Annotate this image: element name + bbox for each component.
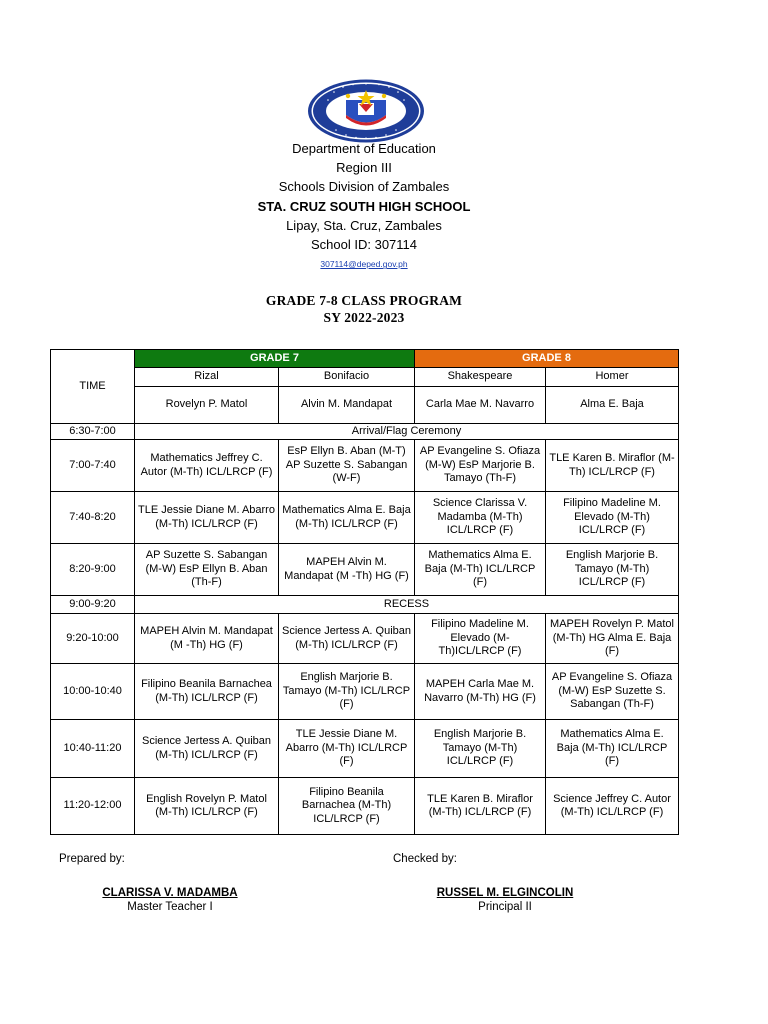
title-line-program: GRADE 7-8 CLASS PROGRAM bbox=[265, 293, 463, 308]
time-slot: 10:40-11:20 bbox=[51, 720, 135, 778]
adviser-name: Alvin M. Mandapat bbox=[279, 387, 415, 424]
schedule-cell: Filipino Beanila Barnachea (M-Th) ICL/LRCP (F) bbox=[279, 778, 415, 835]
schedule-cell: TLE Jessie Diane M. Abarro (M-Th) ICL/LRCP (F) bbox=[279, 720, 415, 778]
schedule-cell: English Marjorie B. Tamayo (M-Th) ICL/LRCP (F) bbox=[546, 544, 679, 596]
table-row bbox=[51, 720, 679, 778]
time-slot: 11:20-12:00 bbox=[51, 778, 135, 835]
time-slot: 7:00-7:40 bbox=[51, 440, 135, 492]
schedule-cell: TLE Jessie Diane M. Abarro (M-Th) ICL/LRCP (F) bbox=[135, 492, 279, 544]
schedule-cell: MAPEH Rovelyn P. Matol (M-Th) HG Alma E. Baja (F) bbox=[546, 614, 679, 664]
schedule-cell: English Rovelyn P. Matol (M-Th) ICL/LRCP (F) bbox=[135, 778, 279, 835]
checker-title: Principal II bbox=[478, 901, 532, 913]
checker-signature-block bbox=[395, 886, 615, 914]
schedule-cell: English Marjorie B. Tamayo (M-Th) ICL/LRCP (F) bbox=[279, 664, 415, 720]
schedule-cell: MAPEH Alvin M. Mandapat (M -Th) HG (F) bbox=[135, 614, 279, 664]
schedule-cell: Filipino Beanila Barnachea (M-Th) ICL/LRCP (F) bbox=[135, 664, 279, 720]
schedule-cell: Mathematics Jeffrey C. Autor (M-Th) ICL/LRCP (F) bbox=[135, 440, 279, 492]
header-line-division: Schools Division of Zambales bbox=[278, 179, 450, 195]
schedule-cell: Mathematics Alma E. Baja (M-Th) ICL/LRCP (F) bbox=[546, 720, 679, 778]
document-title bbox=[0, 292, 728, 326]
checked-by-label: Checked by: bbox=[393, 853, 457, 865]
grade7-header: GRADE 7 bbox=[135, 350, 415, 368]
schedule-cell: Filipino Madeline M. Elevado (M-Th)ICL/LRCP (F) bbox=[415, 614, 546, 664]
school-id: School ID: 307114 bbox=[311, 237, 417, 253]
school-email-link[interactable]: 307114@deped.gov.ph bbox=[320, 259, 408, 270]
deped-seal-logo bbox=[306, 78, 426, 144]
table-row bbox=[51, 440, 679, 492]
school-address: Lipay, Sta. Cruz, Zambales bbox=[286, 217, 442, 233]
section-name: Homer bbox=[546, 368, 679, 387]
schedule-cell: Science Jertess A. Quiban (M-Th) ICL/LRCP (F) bbox=[279, 614, 415, 664]
time-slot: 8:20-9:00 bbox=[51, 544, 135, 596]
table-row bbox=[51, 544, 679, 596]
time-slot: 10:00-10:40 bbox=[51, 664, 135, 720]
schedule-cell: AP Evangeline S. Ofiaza (M-W) EsP Suzette S. Sabangan (Th-F) bbox=[546, 664, 679, 720]
schedule-cell: Mathematics Alma E. Baja (M-Th) ICL/LRCP (F) bbox=[279, 492, 415, 544]
schedule-cell: EsP Ellyn B. Aban (M-T) AP Suzette S. Sabangan (W-F) bbox=[279, 440, 415, 492]
schedule-cell: Science Clarissa V. Madamba (M-Th) ICL/LRCP (F) bbox=[415, 492, 546, 544]
time-header: TIME bbox=[51, 350, 135, 424]
preparer-signature-block bbox=[60, 886, 280, 914]
arrival-span-cell: Arrival/Flag Ceremony bbox=[135, 424, 679, 440]
header-line-region: Region III bbox=[336, 160, 392, 176]
table-row bbox=[51, 664, 679, 720]
section-name: Shakespeare bbox=[415, 368, 546, 387]
time-slot: 6:30-7:00 bbox=[51, 424, 135, 440]
adviser-name: Rovelyn P. Matol bbox=[135, 387, 279, 424]
preparer-name: CLARISSA V. MADAMBA bbox=[102, 887, 238, 899]
recess-span-cell: RECESS bbox=[135, 596, 679, 614]
schedule-cell: TLE Karen B. Miraflor (M-Th) ICL/LRCP (F) bbox=[415, 778, 546, 835]
table-row bbox=[51, 596, 679, 614]
schedule-cell: TLE Karen B. Miraflor (M-Th) ICL/LRCP (F) bbox=[546, 440, 679, 492]
preparer-title: Master Teacher I bbox=[127, 901, 213, 913]
time-slot: 7:40-8:20 bbox=[51, 492, 135, 544]
school-header bbox=[0, 139, 728, 272]
section-row bbox=[51, 368, 679, 387]
time-slot: 9:20-10:00 bbox=[51, 614, 135, 664]
adviser-name: Alma E. Baja bbox=[546, 387, 679, 424]
schedule-cell: AP Suzette S. Sabangan (M-W) EsP Ellyn B. Aban (Th-F) bbox=[135, 544, 279, 596]
section-name: Rizal bbox=[135, 368, 279, 387]
school-name: STA. CRUZ SOUTH HIGH SCHOOL bbox=[257, 198, 471, 214]
schedule-cell: English Marjorie B. Tamayo (M-Th) ICL/LRCP (F) bbox=[415, 720, 546, 778]
schedule-cell: Science Jertess A. Quiban (M-Th) ICL/LRCP (F) bbox=[135, 720, 279, 778]
table-header-row bbox=[51, 350, 679, 368]
schedule-cell: Filipino Madeline M. Elevado (M-Th) ICL/LRCP (F) bbox=[546, 492, 679, 544]
section-name: Bonifacio bbox=[279, 368, 415, 387]
title-line-school-year: SY 2022-2023 bbox=[323, 310, 405, 325]
schedule-cell: Science Jeffrey C. Autor (M-Th) ICL/LRCP (F) bbox=[546, 778, 679, 835]
schedule-cell: MAPEH Carla Mae M. Navarro (M-Th) HG (F) bbox=[415, 664, 546, 720]
table-row bbox=[51, 778, 679, 835]
adviser-name: Carla Mae M. Navarro bbox=[415, 387, 546, 424]
checker-name: RUSSEL M. ELGINCOLIN bbox=[436, 887, 574, 899]
adviser-row bbox=[51, 387, 679, 424]
time-slot: 9:00-9:20 bbox=[51, 596, 135, 614]
schedule-cell: AP Evangeline S. Ofiaza (M-W) EsP Marjorie B. Tamayo (Th-F) bbox=[415, 440, 546, 492]
schedule-cell: MAPEH Alvin M. Mandapat (M -Th) HG (F) bbox=[279, 544, 415, 596]
table-row bbox=[51, 424, 679, 440]
table-row bbox=[51, 492, 679, 544]
table-row bbox=[51, 614, 679, 664]
grade8-header: GRADE 8 bbox=[415, 350, 679, 368]
schedule-cell: Mathematics Alma E. Baja (M-Th) ICL/LRCP (F) bbox=[415, 544, 546, 596]
prepared-by-label: Prepared by: bbox=[59, 853, 125, 865]
class-program-table bbox=[50, 349, 679, 835]
header-line-department: Department of Education bbox=[292, 141, 436, 156]
